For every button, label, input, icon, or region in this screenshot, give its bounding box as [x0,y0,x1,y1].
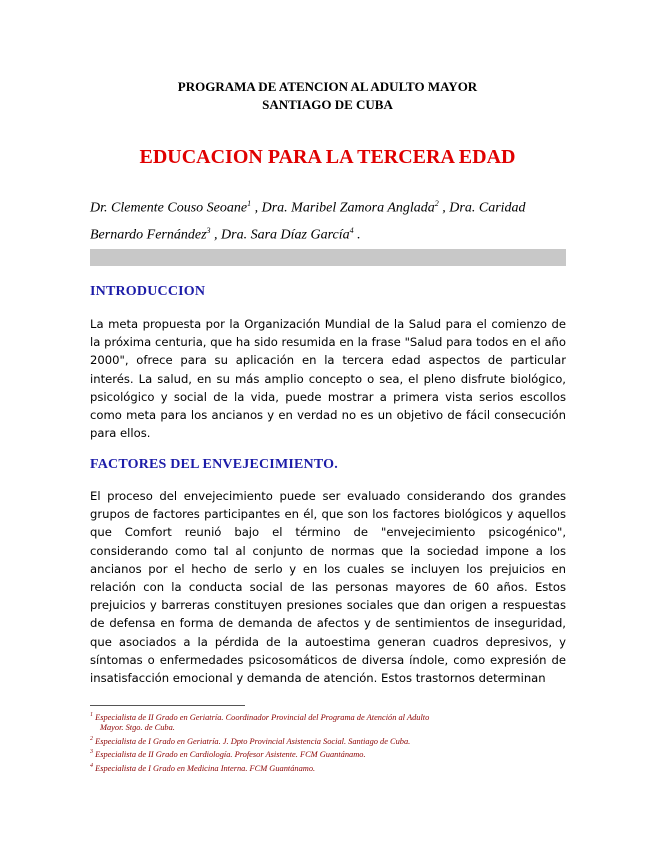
program-header-line2: SANTIAGO DE CUBA [262,97,393,112]
separator-bar [90,249,566,266]
footnote-rule [90,705,245,706]
footnote-4: $^4$ Especialista de I Grado en Medicina Interna. FCM Guantánamo. [90,762,316,773]
section-paragraph-introduccion: La meta propuesta por la Organización Mundial de la Salud para el comienzo de la próxima centuria, que ha sido resumida en la frase "Salud para todos en el año 2000", ofrece para su aplicación en la tercera edad aspectos de particular interés. La salud, en su más amplio concepto o sea, el pleno disfrute biológico, psicológico y social de la vida, puede mostrar a primera vista serios escollos como meta para los ancianos y en verdad no es un objetivo de fácil consecución para ellos. [90,317,566,441]
footnote-1: $^1$ Especialista de II Grado en Geriatría. Coordinador Provincial del Programa de Atención al Adulto [90,712,430,722]
section-heading-introduccion: INTRODUCCION [90,284,206,299]
author-name: Dr. Clemente Couso Seoane [90,200,248,216]
footnote-2: $^2$ Especialista de I Grado en Geriatría. J. Dpto Provincial Asistencia Social. Santiago de Cuba. [90,735,411,746]
author-footnote-ref: 4 [349,225,354,235]
footnote-1-continuation: Mayor. Stgo. de Cuba. [100,723,175,733]
author-name: Dra. Maribel Zamora Anglada [261,200,435,216]
author-name: Dra. Caridad Bernardo Fernández [90,200,526,243]
author-footnote-ref: 3 [206,225,211,235]
document-title: EDUCACION PARA LA TERCERA EDAD [139,146,516,168]
section-heading-factores: FACTORES DEL ENVEJECIMIENTO. [90,457,338,472]
author-list: Dr. Clemente Couso Seoane$^1$ , Dra. Maribel Zamora Anglada$^2$ , Dra. Caridad Bernardo Fernández$^3$ , Dra. Sara Díaz García$^4$ . [90,199,526,243]
program-header-line1: PROGRAMA DE ATENCION AL ADULTO MAYOR [177,79,478,94]
section-paragraph-factores: El proceso del envejecimiento puede ser evaluado considerando dos grandes grupos de factores participantes en él, que son los factores biológicos y aquellos que Comfort reunió bajo el término de "envejecimiento psicogénico", considerando como tal al conjunto de normas que la sociedad impone a los ancianos por el hecho de serlo y en los cuales se incluyen los prejuicios en relación con la conducta social de las personas mayores de 60 años. Estos prejuicios y barreras constituyen presiones sociales que dan origen a respuestas de defensa en forma de demanda de afectos y de sentimientos de inseguridad, que asociados a la pérdida de la autoestima generan cuadros depresivos, y síntomas o enfermedades psicosomáticos de diversa índole, como expresión de insatisfacción emocional y demanda de atención. Estos trastornos determinan [90,489,566,686]
footnotes [90,710,560,774]
author-footnote-ref: 1 [247,199,252,208]
footnote-3: $^3$ Especialista de II Grado en Cardiología. Profesor Asistente. FCM Guantánamo. [90,749,366,760]
author-footnote-ref: 2 [434,199,439,208]
author-name: Dra. Sara Díaz García [221,227,350,243]
